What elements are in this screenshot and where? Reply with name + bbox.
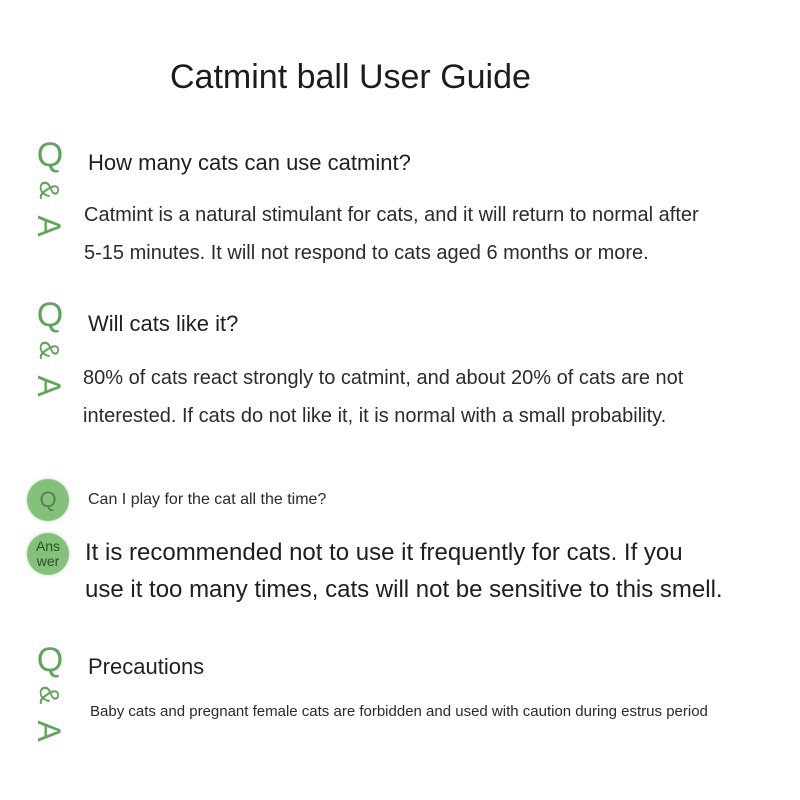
question-circle-icon: Q <box>27 479 69 521</box>
answer-circle-icon <box>27 533 69 575</box>
answer-2-line-1: 80% of cats react strongly to catmint, and about 20% of cats are not <box>83 367 684 389</box>
answer-1 <box>84 196 699 272</box>
answer-4: Baby cats and pregnant female cats are forbidden and used with caution during estrus period <box>90 703 708 720</box>
answer-3-line-1: It is recommended not to use it frequently for cats. If you <box>85 539 683 566</box>
qa-icon <box>30 298 70 398</box>
answer-circle-line-2: wer <box>36 553 60 569</box>
svg-text:&: & <box>34 685 65 705</box>
qa-icon <box>30 643 70 743</box>
svg-text:&: & <box>34 340 65 360</box>
question-2: Will cats like it? <box>88 311 239 336</box>
answer-1-line-2: 5-15 minutes. It will not respond to cats aged 6 months or more. <box>84 242 649 264</box>
question-3: Can I play for the cat all the time? <box>88 491 327 508</box>
answer-3-line-2: use it too many times, cats will not be sensitive to this smell. <box>85 576 723 603</box>
page-title: Catmint ball User Guide <box>170 58 531 96</box>
answer-1-line-1: Catmint is a natural stimulant for cats, and it will return to normal after <box>84 204 699 226</box>
svg-text:A: A <box>31 720 67 742</box>
svg-text:A: A <box>31 215 67 237</box>
qa-icon <box>30 138 70 238</box>
question-4: Precautions <box>88 654 205 679</box>
answer-3 <box>85 534 723 608</box>
question-1: How many cats can use catmint? <box>88 150 411 175</box>
svg-text:Q: Q <box>36 138 64 174</box>
answer-circle-line-1: Ans <box>35 538 61 554</box>
svg-text:&: & <box>34 180 65 200</box>
svg-text:Q: Q <box>36 298 64 334</box>
answer-2 <box>83 359 683 435</box>
svg-text:Q: Q <box>36 643 64 679</box>
answer-2-line-2: interested. If cats do not like it, it is normal with a small probability. <box>83 405 667 427</box>
svg-text:A: A <box>31 375 67 397</box>
